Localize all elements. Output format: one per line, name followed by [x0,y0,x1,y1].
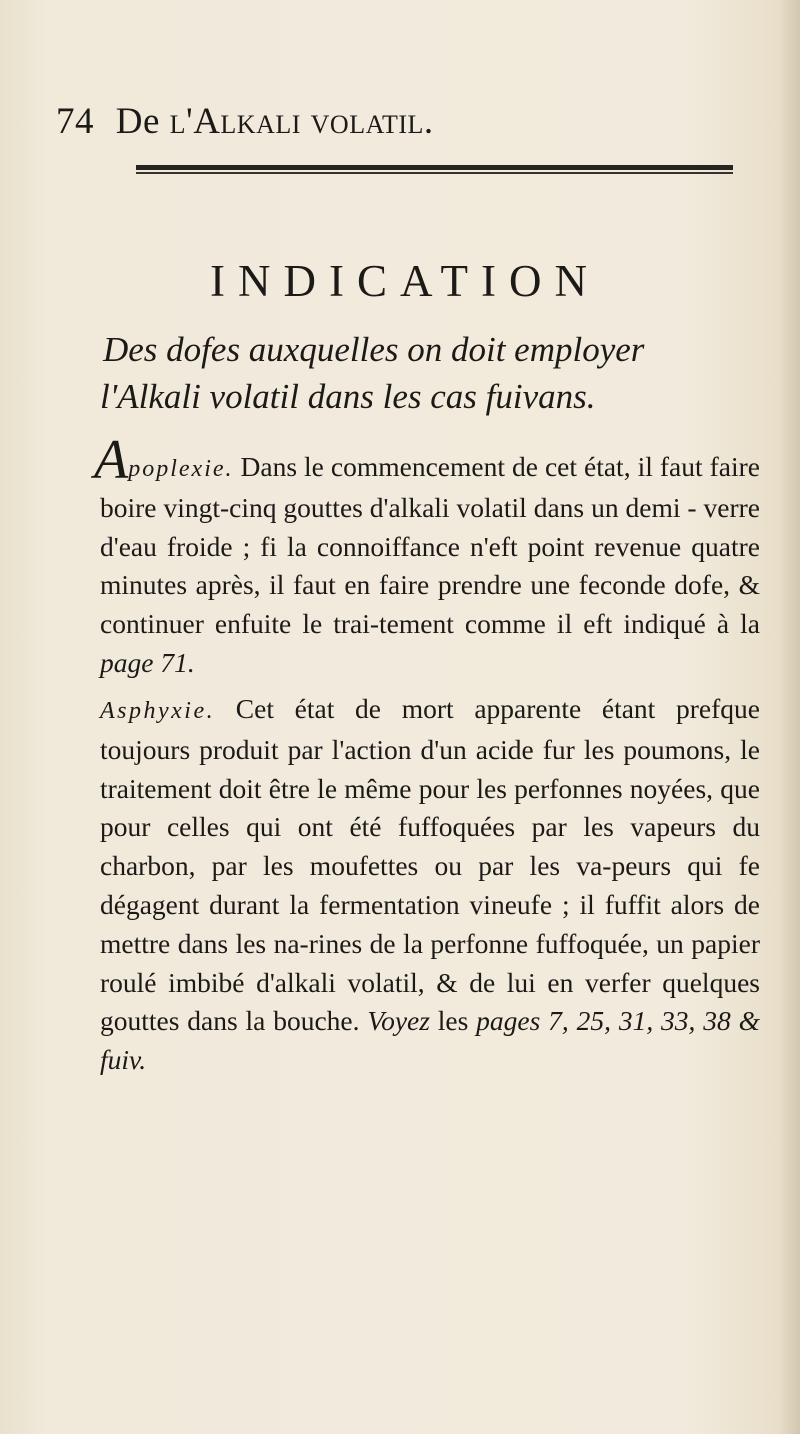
header-title-first: De [115,101,160,142]
paragraph-lead-term: poplexie. [128,456,234,482]
running-header [56,100,756,143]
paragraph-text: Cet état de mort apparente étant prefque toujours produit par l'action d'un acide fur les poumons, le traitement doit être le même pour les perfonnes noyées, que pour celles qui ont été fuffoquées par les vapeurs du charbon, par les moufettes ou par les va-peurs qui fe dégagent durant la fermentation vineufe ; il fuffit alors de mettre dans les na-rines de la perfonne fuffoquée, un papier roulé imbibé d'alkali volatil, & de lui en verfer quelques gouttes dans la bouche. [100,693,760,1037]
subheading-line-1: Des dofes auxquelles on doit employer [103,330,645,369]
header-title-rest: l'Alkali volatil. [169,101,434,142]
page-number: 74 [56,101,94,142]
header-rule-thick [136,165,733,170]
header-rule-thin [136,172,733,174]
pages-label: pages [476,1005,541,1037]
subheading-line-2: l'Alkali volatil dans les cas fuivans. [100,377,596,416]
paragraph-asphyxie [100,690,760,1080]
drop-cap: A [94,429,129,491]
see-reference: Voyez [367,1005,430,1037]
section-heading: INDICATION [210,256,600,306]
paragraph-text: Dans le commencement de cet état, il faut faire boire vingt-cinq gouttes d'alkali volatil dans un demi - verre d'eau froide ; fi la connoiffance n'eft point revenue quatre minutes après, il faut en faire prendre une feconde dofe, & continuer enfuite le trai-tement comme il eft indiqué à la [100,451,760,640]
page-reference-value: 71. [153,646,195,678]
pages-value: 7, 25, 31, 33, 38 & fuiv. [100,1005,760,1076]
section-subheading [100,326,760,420]
page-edge-shadow [778,0,800,1434]
page-reference-label: page [100,646,154,678]
pages-prefix: les [429,1005,477,1037]
paragraph-apoplexie [94,429,760,683]
paragraph-lead-term: Asphyxie. [100,698,216,724]
